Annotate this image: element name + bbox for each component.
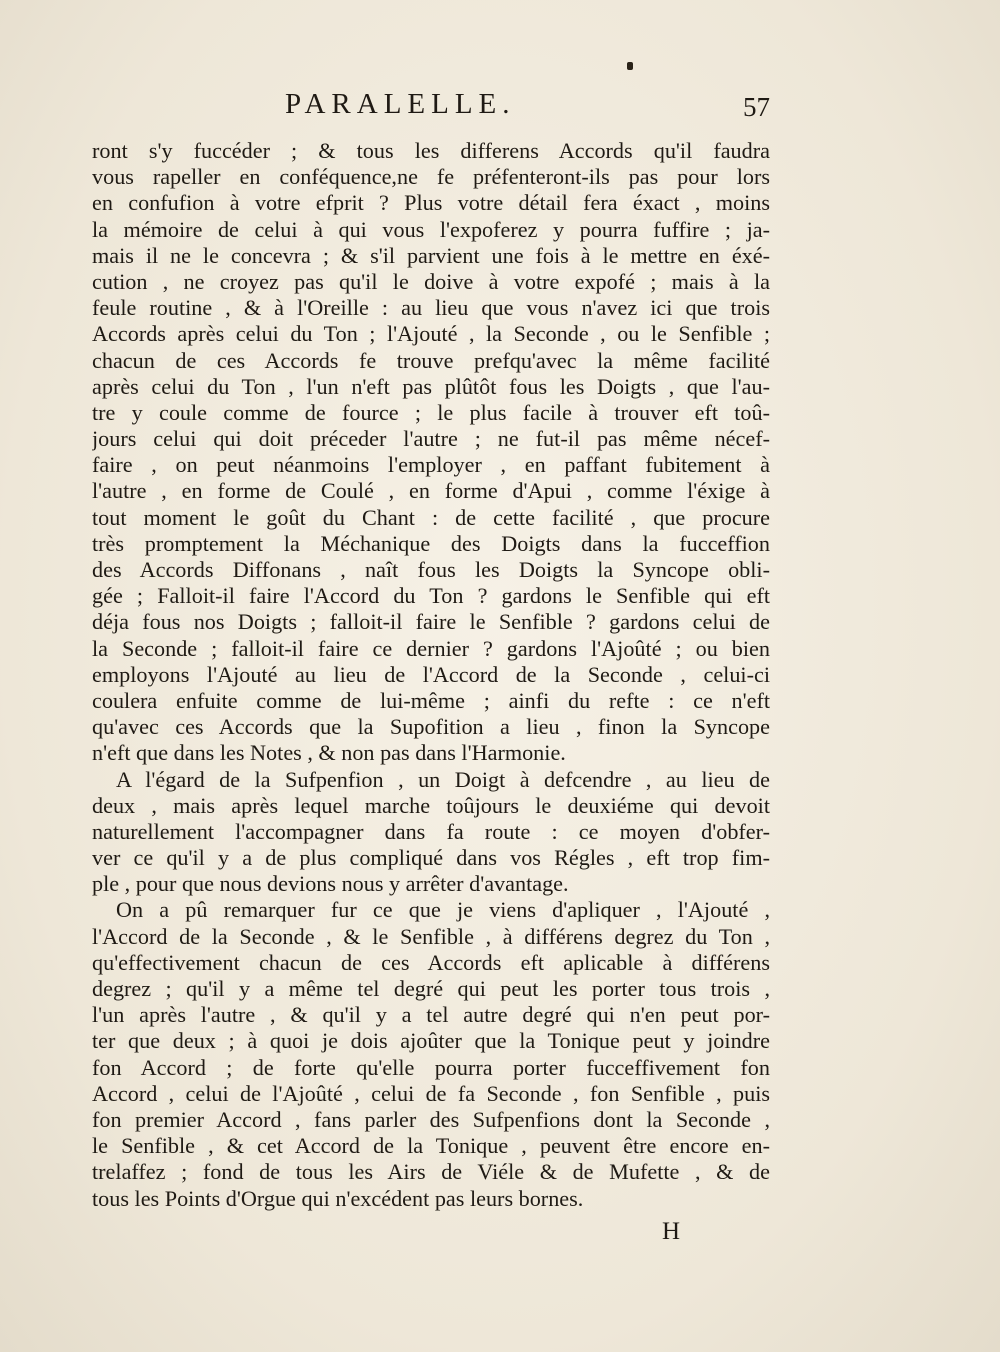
ink-speck xyxy=(627,62,633,70)
text-line: des Accords Diffonans , naît fous les Doigts la Syncope obli- xyxy=(92,557,770,582)
text-line: la mémoire de celui à qui vous l'expoferez y pourra fuffire ; ja- xyxy=(92,216,770,242)
text-line: chacun de ces Accords fe trouve prefqu'avec la même facilité xyxy=(92,347,770,373)
text-line: On a pû remarquer fur ce que je viens d'apliquer , l'Ajouté , xyxy=(116,897,770,923)
body-text xyxy=(92,138,770,1212)
text-line: feule routine , & à l'Oreille : au lieu que vous n'avez ici que trois xyxy=(92,295,770,321)
text-line: coulera enfuite comme de lui-même ; ainfi du refte : ce n'eft xyxy=(92,687,770,713)
text-line: après celui du Ton , l'un n'eft pas plûtôt fous les Doigts , que l'au- xyxy=(92,373,770,399)
text-line: faire , on peut néanmoins l'employer , en paffant fubitement à xyxy=(92,452,770,478)
signature-mark: H xyxy=(662,1218,681,1245)
text-line: tous les Points d'Orgue qui n'excédent pas leurs bornes. xyxy=(92,1185,584,1211)
text-line: déja fous nos Doigts ; falloit-il faire le Senfible ? gardons celui de xyxy=(92,609,770,635)
running-head: PARALELLE. xyxy=(285,88,516,120)
text-line: qu'effectivement chacun de ces Accords eft aplicable à différens xyxy=(92,949,770,975)
text-line: l'un après l'autre , & qu'il y a tel autre degré qui n'en peut por- xyxy=(92,1002,770,1028)
text-line: mais il ne le concevra ; & s'il parvient une fois à le mettre en éxé- xyxy=(92,242,770,268)
text-line: vous rapeller en conféquence,ne fe préfenteront-ils pas pour lors xyxy=(92,164,770,190)
text-line: le Senfible , & cet Accord de la Tonique , peuvent être encore en- xyxy=(92,1133,770,1159)
text-line: employons l'Ajouté au lieu de l'Accord de la Seconde , celui-ci xyxy=(92,661,770,687)
text-line: trelaffez ; fond de tous les Airs de Viéle & de Mufette , & de xyxy=(92,1159,770,1185)
text-line: Accord , celui de l'Ajoûté , celui de fa Seconde , fon Senfible , puis xyxy=(92,1080,770,1106)
page-number: 57 xyxy=(743,92,770,122)
text-line: degrez ; qu'il y a même tel degré qui peut les porter tous trois , xyxy=(92,976,770,1001)
page-header xyxy=(90,82,770,126)
text-line: n'eft que dans les Notes , & non pas dans l'Harmonie. xyxy=(92,740,566,766)
text-line: en confufion à votre efprit ? Plus votre détail fera éxact , moins xyxy=(92,190,770,216)
text-line: A l'égard de la Sufpenfion , un Doigt à defcendre , au lieu de xyxy=(116,766,770,792)
text-line: l'Accord de la Seconde , & le Senfible , à différens degrez du Ton , xyxy=(92,923,770,949)
text-line: jours celui qui doit préceder l'autre ; ne fut-il pas même nécef- xyxy=(92,426,770,452)
text-line: ple , pour que nous devions nous y arrêter d'avantage. xyxy=(92,871,569,897)
text-line: gée ; Falloit-il faire l'Accord du Ton ? gardons le Senfible qui eft xyxy=(92,583,770,609)
text-line: la Seconde ; falloit-il faire ce dernier ? gardons l'Ajoûté ; ou bien xyxy=(92,635,770,661)
text-line: tre y coule comme de fource ; le plus facile à trouver eft toû- xyxy=(92,399,770,425)
text-line: très promptement la Méchanique des Doigts dans la fucceffion xyxy=(92,530,770,556)
text-line: fon Accord ; de forte qu'elle pourra porter fucceffivement fon xyxy=(92,1054,770,1080)
text-line: ter que deux ; à quoi je dois ajoûter que la Tonique peut y joindre xyxy=(92,1028,770,1054)
text-line: fon premier Accord , fans parler des Sufpenfions dont la Seconde , xyxy=(92,1106,770,1132)
text-line: cution , ne croyez pas qu'il le doive à votre expofé ; mais à la xyxy=(92,268,770,294)
text-line: tout moment le goût du Chant : de cette facilité , que procure xyxy=(92,504,770,530)
text-line: Accords après celui du Ton ; l'Ajouté , la Seconde , ou le Senfible ; xyxy=(92,321,770,347)
text-line: naturellement l'accompagner dans fa route : ce moyen d'obfer- xyxy=(92,818,770,844)
text-line: ver ce qu'il y a de plus compliqué dans vos Régles , eft trop fim- xyxy=(92,845,770,871)
text-line: deux , mais après lequel marche toûjours le deuxiéme qui devoit xyxy=(92,792,770,818)
text-line: qu'avec ces Accords que la Supofition a lieu , finon la Syncope xyxy=(92,714,770,740)
text-line: l'autre , en forme de Coulé , en forme d'Apui , comme l'éxige à xyxy=(92,478,770,504)
text-line: ront s'y fuccéder ; & tous les differens Accords qu'il faudra xyxy=(92,138,770,163)
